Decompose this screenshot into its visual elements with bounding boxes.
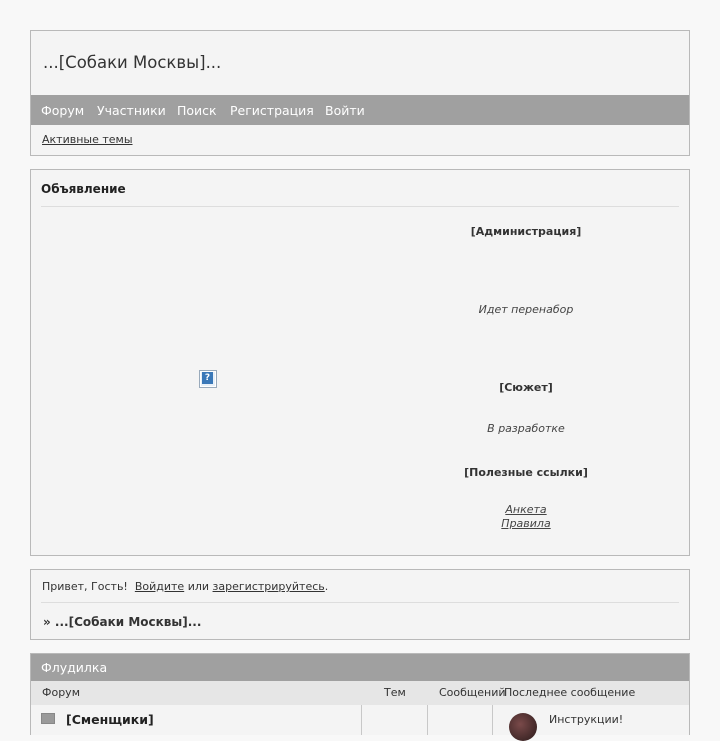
or-text: или <box>187 580 210 593</box>
link-application[interactable]: Анкета <box>505 503 547 516</box>
board-header <box>30 30 690 156</box>
greeting-text: Привет, Гость! <box>42 580 128 593</box>
plot-text: В разработке <box>487 422 565 435</box>
nav-forum[interactable]: Форум <box>41 103 85 118</box>
admin-heading: [Администрация] <box>470 225 582 238</box>
link-rules[interactable]: Правила <box>501 517 551 530</box>
nav-search[interactable]: Поиск <box>177 103 217 118</box>
welcome-panel <box>30 569 690 640</box>
nav-login[interactable]: Войти <box>325 103 365 118</box>
period-text: . <box>324 580 329 593</box>
col-last-post: Последнее сообщение <box>504 686 636 699</box>
divider <box>41 206 679 207</box>
plot-heading: [Сюжет] <box>499 381 553 394</box>
nav-register[interactable]: Регистрация <box>230 103 314 118</box>
announcement-panel <box>30 169 690 556</box>
broken-image-icon: ? <box>199 370 217 388</box>
avatar[interactable] <box>509 713 537 741</box>
category-title[interactable]: Флудилка <box>41 660 108 675</box>
main-navbar <box>31 95 689 125</box>
forum-category <box>30 653 690 735</box>
category-header <box>31 654 689 681</box>
breadcrumb[interactable]: » ...[Собаки Москвы]... <box>43 615 202 629</box>
register-link[interactable]: зарегистрируйтесь <box>212 580 325 593</box>
links-heading: [Полезные ссылки] <box>464 466 588 479</box>
col-forum: Форум <box>42 686 80 699</box>
welcome-line <box>42 580 328 593</box>
last-post-link[interactable]: Инструкции! <box>549 713 624 726</box>
login-link[interactable]: Войдите <box>134 580 185 593</box>
divider <box>492 705 493 735</box>
col-topics: Тем <box>384 686 406 699</box>
divider <box>361 705 362 735</box>
nav-members[interactable]: Участники <box>97 103 166 118</box>
forum-status-icon <box>41 713 55 724</box>
table-row <box>31 705 689 735</box>
admin-text: Идет перенабор <box>478 303 574 316</box>
board-title[interactable]: ...[Собаки Москвы]... <box>43 53 222 72</box>
divider <box>41 602 679 603</box>
divider <box>427 705 428 735</box>
announcement-title: Объявление <box>41 182 126 196</box>
forum-name[interactable]: [Сменщики] <box>66 712 154 727</box>
column-headers <box>31 681 689 705</box>
col-posts: Сообщений <box>439 686 506 699</box>
active-topics-link[interactable]: Активные темы <box>42 133 133 146</box>
